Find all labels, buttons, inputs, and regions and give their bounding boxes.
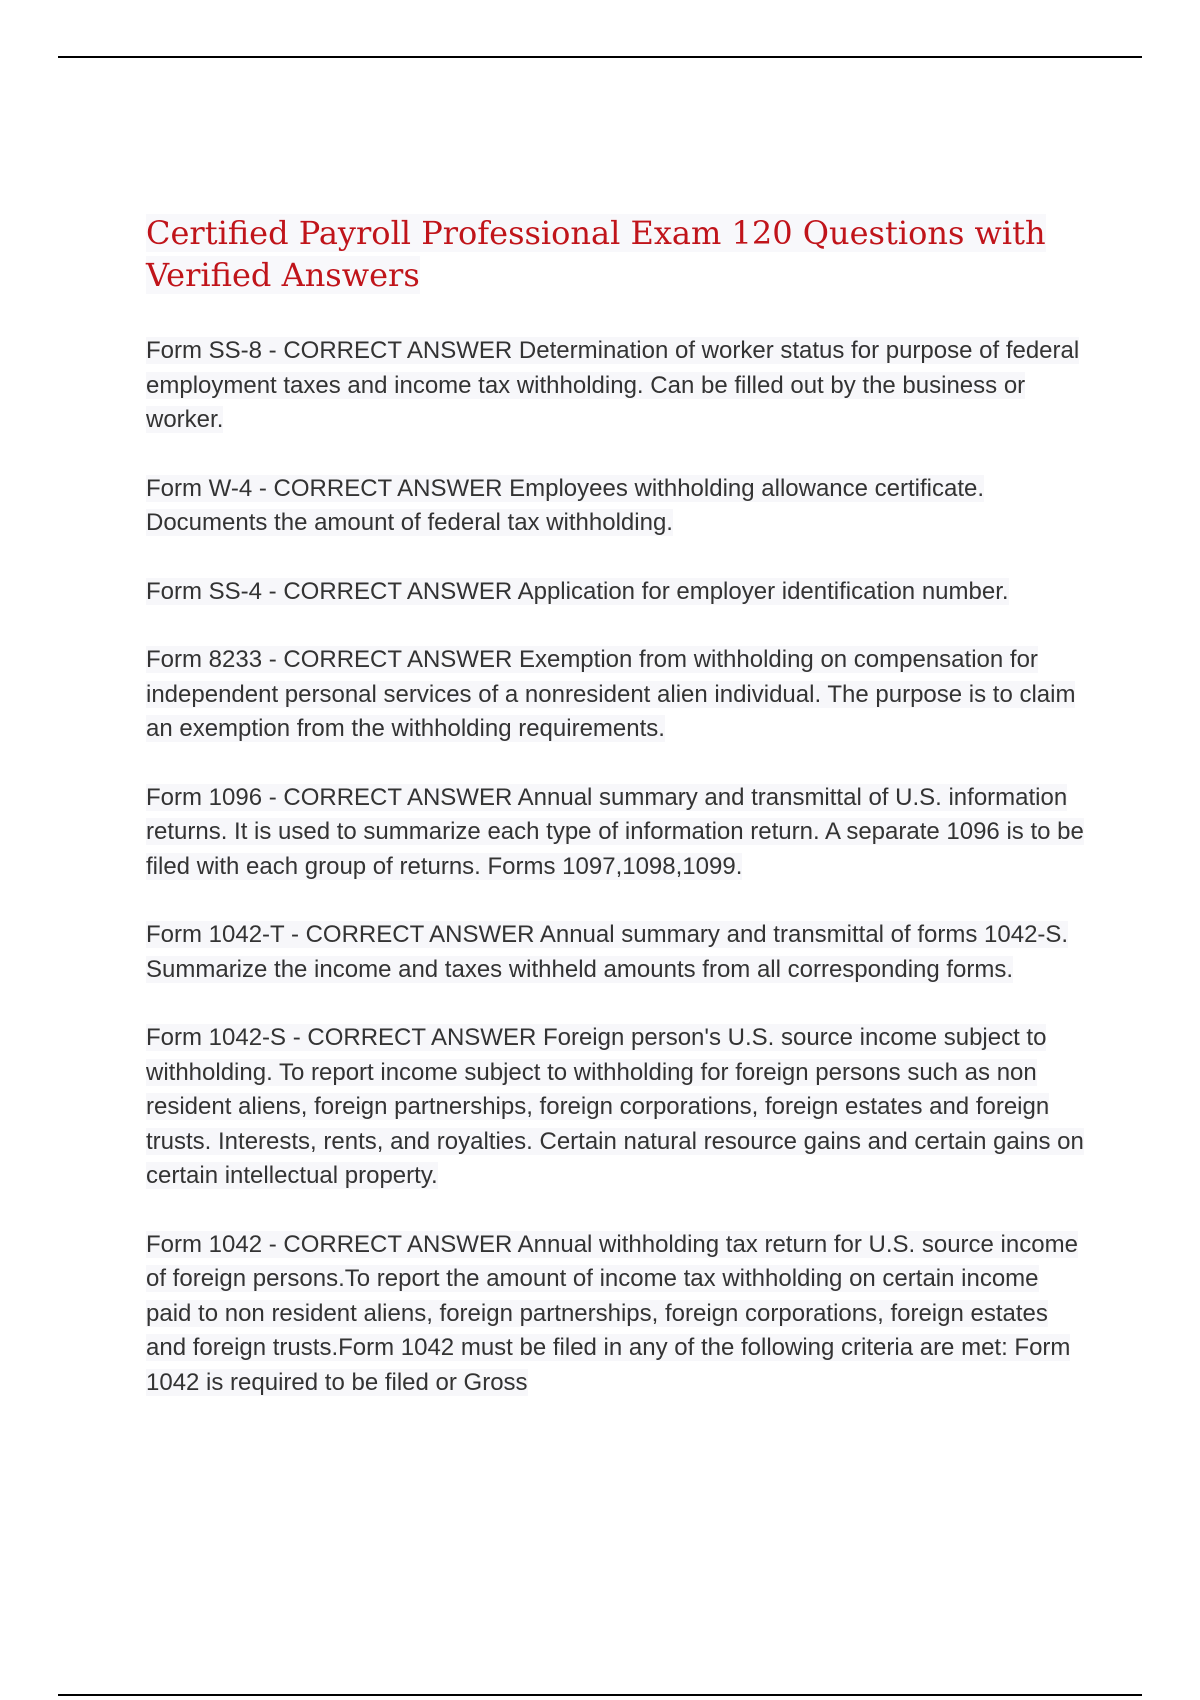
qa-item-form-1042: [146, 1228, 1086, 1401]
qa-text: Form 8233 - CORRECT ANSWER Exemption from withholding on compensation for independent personal services of a nonresident alien individual. The purpose is to claim an exemption from the withholding requirements.: [146, 646, 1076, 742]
qa-text: Form 1042-T - CORRECT ANSWER Annual summary and transmittal of forms 1042-S. Summarize the income and taxes withheld amounts from all corresponding forms.: [146, 921, 1069, 983]
qa-item-form-ss-4: [146, 575, 1086, 610]
qa-text: Form 1042 - CORRECT ANSWER Annual withholding tax return for U.S. source income of foreign persons.To report the amount of income tax withholding on certain income paid to non resident aliens, foreign partnerships, foreign corporations, foreign estates and foreign trusts.Form 1042 must be filed in any of the following criteria are met: Form 1042 is required to be filed or Gross: [146, 1230, 1078, 1396]
qa-item-form-1042-t: [146, 918, 1086, 987]
qa-item-form-1042-s: [146, 1021, 1086, 1194]
qa-text: Form SS-4 - CORRECT ANSWER Application for employer identification number.: [146, 577, 1009, 605]
document-body: [146, 212, 1086, 1434]
qa-text: Form SS-8 - CORRECT ANSWER Determination of worker status for purpose of federal employment taxes and income tax withholding. Can be filled out by the business or worker.: [146, 337, 1080, 433]
qa-item-form-w-4: [146, 472, 1086, 541]
qa-item-form-ss-8: [146, 334, 1086, 438]
document-title: Certified Payroll Professional Exam 120 Questions with Verified Answers: [146, 214, 1046, 294]
footer-rule: [58, 1694, 1142, 1696]
qa-item-form-1096: [146, 781, 1086, 885]
qa-text: Form 1042-S - CORRECT ANSWER Foreign person's U.S. source income subject to withholding. To report income subject to withholding for foreign persons such as non resident aliens, foreign partnerships, foreign corporations, foreign estates and foreign trusts. Interests, rents, and royalties. Certain natural resource gains and certain gains on certain intellectual property.: [146, 1024, 1084, 1189]
qa-text: Form W-4 - CORRECT ANSWER Employees withholding allowance certificate. Documents the amount of federal tax withholding.: [146, 474, 985, 536]
title-block: [146, 212, 1086, 296]
header-rule: [58, 56, 1142, 58]
qa-text: Form 1096 - CORRECT ANSWER Annual summary and transmittal of U.S. information returns. It is used to summarize each type of information return. A separate 1096 is to be filed with each group of returns. Forms 1097,1098,1099.: [146, 783, 1084, 880]
qa-item-form-8233: [146, 643, 1086, 747]
